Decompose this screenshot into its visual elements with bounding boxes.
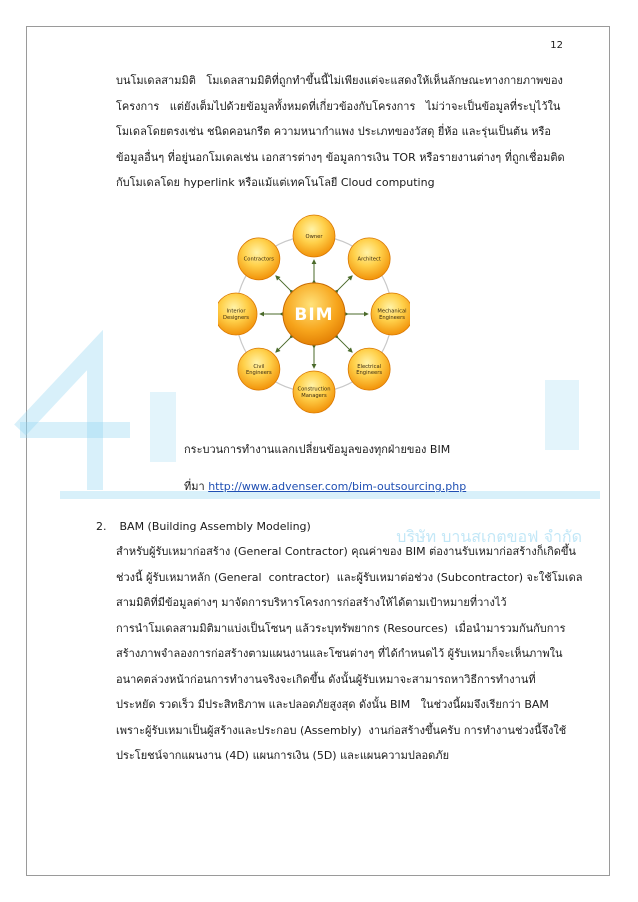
diagram-node-label-line: Architect	[357, 256, 381, 263]
diagram-node-label-line: Construction	[297, 386, 331, 393]
intro-line: โครงการ แต่ยังเต็มไปด้วยข้อมูลทั้งหมดที่เกี่ยวข้องกับโครงการ ไม่ว่าจะเป็นข้อมูลที่ระบุไว้ใน	[116, 99, 561, 113]
diagram-node-label-line: Managers	[301, 392, 327, 399]
body-line: ช่วงนี้ ผู้รับเหมาหลัก (General contractor) และผู้รับเหมาต่อช่วง (Subcontractor) จะใช้โมเดล	[116, 570, 583, 584]
diagram-node-label-line: Civil	[253, 363, 265, 370]
body-line: สร้างภาพจำลองการก่อสร้างตามแผนงานและโซนต่างๆ ที่ได้กำหนดไว้ ผู้รับเหมาก็จะเห็นภาพใน	[116, 647, 563, 660]
diagram-node-label	[377, 309, 406, 321]
body-line: สำหรับผู้รับเหมาก่อสร้าง (General Contractor) คุณค่าของ BIM ต่องานรับเหมาก่อสร้างก็เกิดขึ้น	[116, 545, 576, 558]
body-line: ประโยชน์จากแผนงาน (4D) แผนการเงิน (5D) และแผนความปลอดภัย	[116, 749, 450, 762]
body-line: ประหยัด รวดเร็ว มีประสิทธิภาพ และปลอดภัยสูงสุด ดังนั้น BIM ในช่วงนี้ผมจึงเรียกว่า BAM	[116, 698, 549, 711]
diagram-arrow	[276, 338, 290, 352]
section-heading	[96, 520, 311, 533]
diagram-node-label-line: Mechanical	[377, 308, 407, 315]
intro-line: โมเดลโดยตรงเช่น ชนิดคอนกรีต ความหนากำแพง ประเภทของวัสดุ ยี่ห้อ และรุ่นเป็นต้น หรือ	[116, 125, 551, 138]
body-line: การนำโมเดลสามมิติมาแบ่งเป็นโซนๆ แล้วระบุทรัพยากร (Resources) เมื่อนำมารวมกันกับการ	[116, 621, 566, 635]
diagram-node-label-line: Contractors	[243, 256, 275, 263]
diagram-node-label	[297, 387, 330, 399]
diagram-arrow	[338, 338, 352, 352]
figure-caption: กระบวนการทำงานแลกเปลี่ยนข้อมูลของทุกฝ่ายของ BIM	[184, 443, 451, 456]
diagram-node-label-line: Owner	[305, 233, 323, 240]
diagram-node-label	[306, 234, 324, 240]
intro-paragraph	[116, 68, 568, 196]
diagram-arrow	[338, 276, 352, 290]
diagram-node-label-line: Designers	[223, 314, 249, 321]
diagram-node-label-line: Interior	[226, 308, 246, 315]
diagram-node-label	[223, 309, 249, 321]
intro-line: บนโมเดลสามมิติ โมเดลสามมิติที่ถูกทำขึ้นนี้ไม่เพียงแต่จะแสดงให้เห็นลักษณะทางกายภาพของ	[116, 74, 563, 87]
figure-source	[184, 477, 466, 495]
page-number: 12	[550, 40, 563, 51]
diagram-node-label	[244, 257, 275, 263]
diagram-node-label	[356, 364, 382, 376]
section-title: BAM (Building Assembly Modeling)	[119, 520, 311, 533]
body-line: อนาคตล่วงหน้าก่อนการทำงานจริงจะเกิดขึ้น ดังนั้นผู้รับเหมาจะสามารถหาวิธีการทำงานที่	[116, 672, 536, 686]
bim-diagram	[218, 200, 410, 418]
diagram-node-label-line: Engineers	[379, 314, 405, 321]
body-line: สามมิติที่มีข้อมูลต่างๆ มาจัดการบริหารโครงการก่อสร้างให้ได้ตามเป้าหมายที่วางไว้	[116, 596, 507, 609]
diagram-node-label-line: Electrical	[357, 363, 382, 370]
diagram-node-label	[358, 257, 381, 263]
source-prefix: ที่มา	[184, 480, 209, 493]
body-paragraph	[116, 539, 583, 769]
diagram-arrow	[276, 276, 290, 290]
intro-line: กับโมเดลโดย hyperlink หรือแม้แต่เทคโนโลยี Cloud computing	[116, 176, 435, 189]
diagram-center-label: BIM	[294, 305, 334, 325]
intro-line: ข้อมูลอื่นๆ ที่อยู่นอกโมเดลเช่น เอกสารต่างๆ ข้อมูลการเงิน TOR หรือรายงานต่างๆ ที่ถูกเชื่อมติด	[116, 150, 565, 164]
diagram-node-label-line: Engineers	[245, 370, 272, 377]
body-line: เพราะผู้รับเหมาเป็นผู้สร้างและประกอบ (Assembly) งานก่อสร้างขึ้นครับ การทำงานช่วงนี้จึงใช้	[116, 723, 567, 737]
watermark-text: บริษัท บานสเกตขอฟ จำกัด	[396, 527, 582, 546]
diagram-node-label-line: Engineers	[356, 370, 383, 377]
section-number: 2.	[96, 520, 107, 533]
source-link[interactable]: http://www.advenser.com/bim-outsourcing.php	[208, 480, 467, 493]
